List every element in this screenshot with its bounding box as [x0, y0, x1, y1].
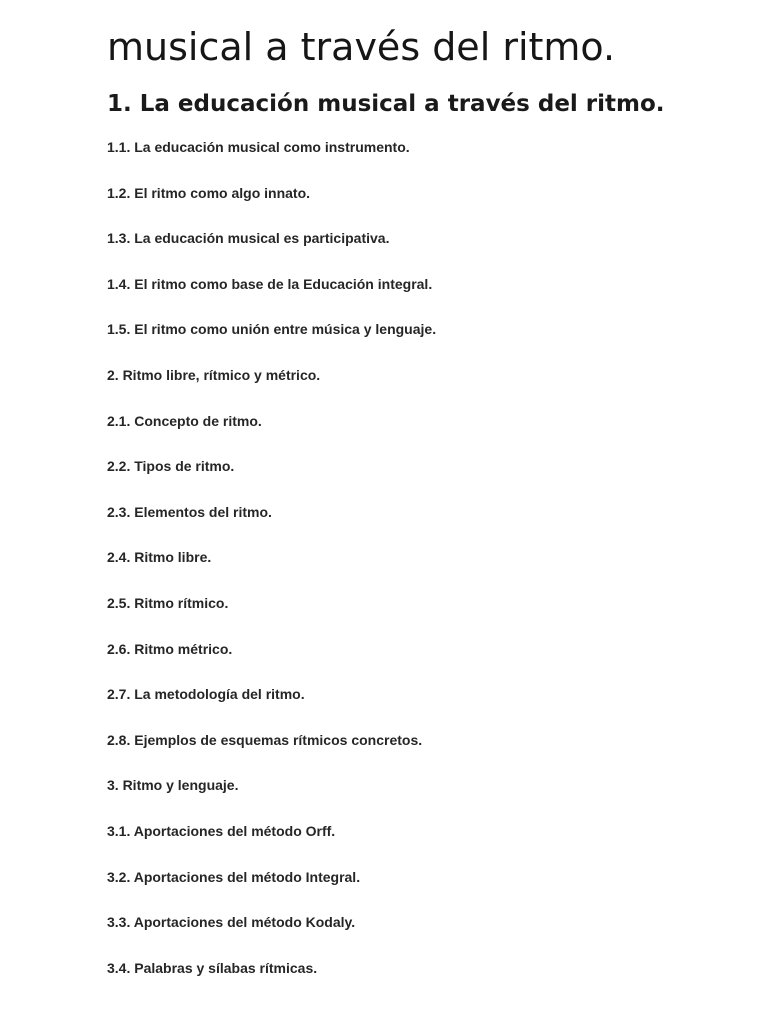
page-title-fragment: musical a través del ritmo. — [107, 25, 616, 69]
section-heading: 1. La educación musical a través del ritmo. — [107, 91, 665, 117]
toc-item-1-1: 1.1. La educación musical como instrumento. — [107, 139, 410, 155]
toc-item-2-4: 2.4. Ritmo libre. — [107, 549, 212, 566]
toc-item-1-4: 1.4. El ritmo como base de la Educación integral. — [107, 275, 433, 292]
toc-item-1-5: 1.5. El ritmo como unión entre música y lenguaje. — [107, 321, 437, 338]
toc-item-2-3: 2.3. Elementos del ritmo. — [107, 503, 272, 520]
toc-item-3-1: 3.1. Aportaciones del método Orff. — [107, 822, 336, 839]
table-of-contents — [107, 137, 436, 1003]
toc-item-1-3: 1.3. La educación musical es participativa. — [107, 230, 390, 247]
toc-item-2-6: 2.6. Ritmo métrico. — [107, 640, 233, 657]
toc-item-3-4: 3.4. Palabras y sílabas rítmicas. — [107, 959, 318, 976]
toc-item-2-7: 2.7. La metodología del ritmo. — [107, 686, 305, 703]
toc-item-2-1: 2.1. Concepto de ritmo. — [107, 412, 262, 429]
toc-item-2-8: 2.8. Ejemplos de esquemas rítmicos concretos. — [107, 731, 423, 748]
toc-item-3-3: 3.3. Aportaciones del método Kodaly. — [107, 914, 356, 931]
toc-item-3-2: 3.2. Aportaciones del método Integral. — [107, 868, 361, 885]
toc-item-2: 2. Ritmo libre, rítmico y métrico. — [107, 366, 321, 383]
toc-item-2-2: 2.2. Tipos de ritmo. — [107, 458, 235, 475]
toc-item-1-2: 1.2. El ritmo como algo innato. — [107, 184, 311, 201]
toc-item-2-5: 2.5. Ritmo rítmico. — [107, 594, 229, 611]
toc-item-3: 3. Ritmo y lenguaje. — [107, 777, 239, 794]
